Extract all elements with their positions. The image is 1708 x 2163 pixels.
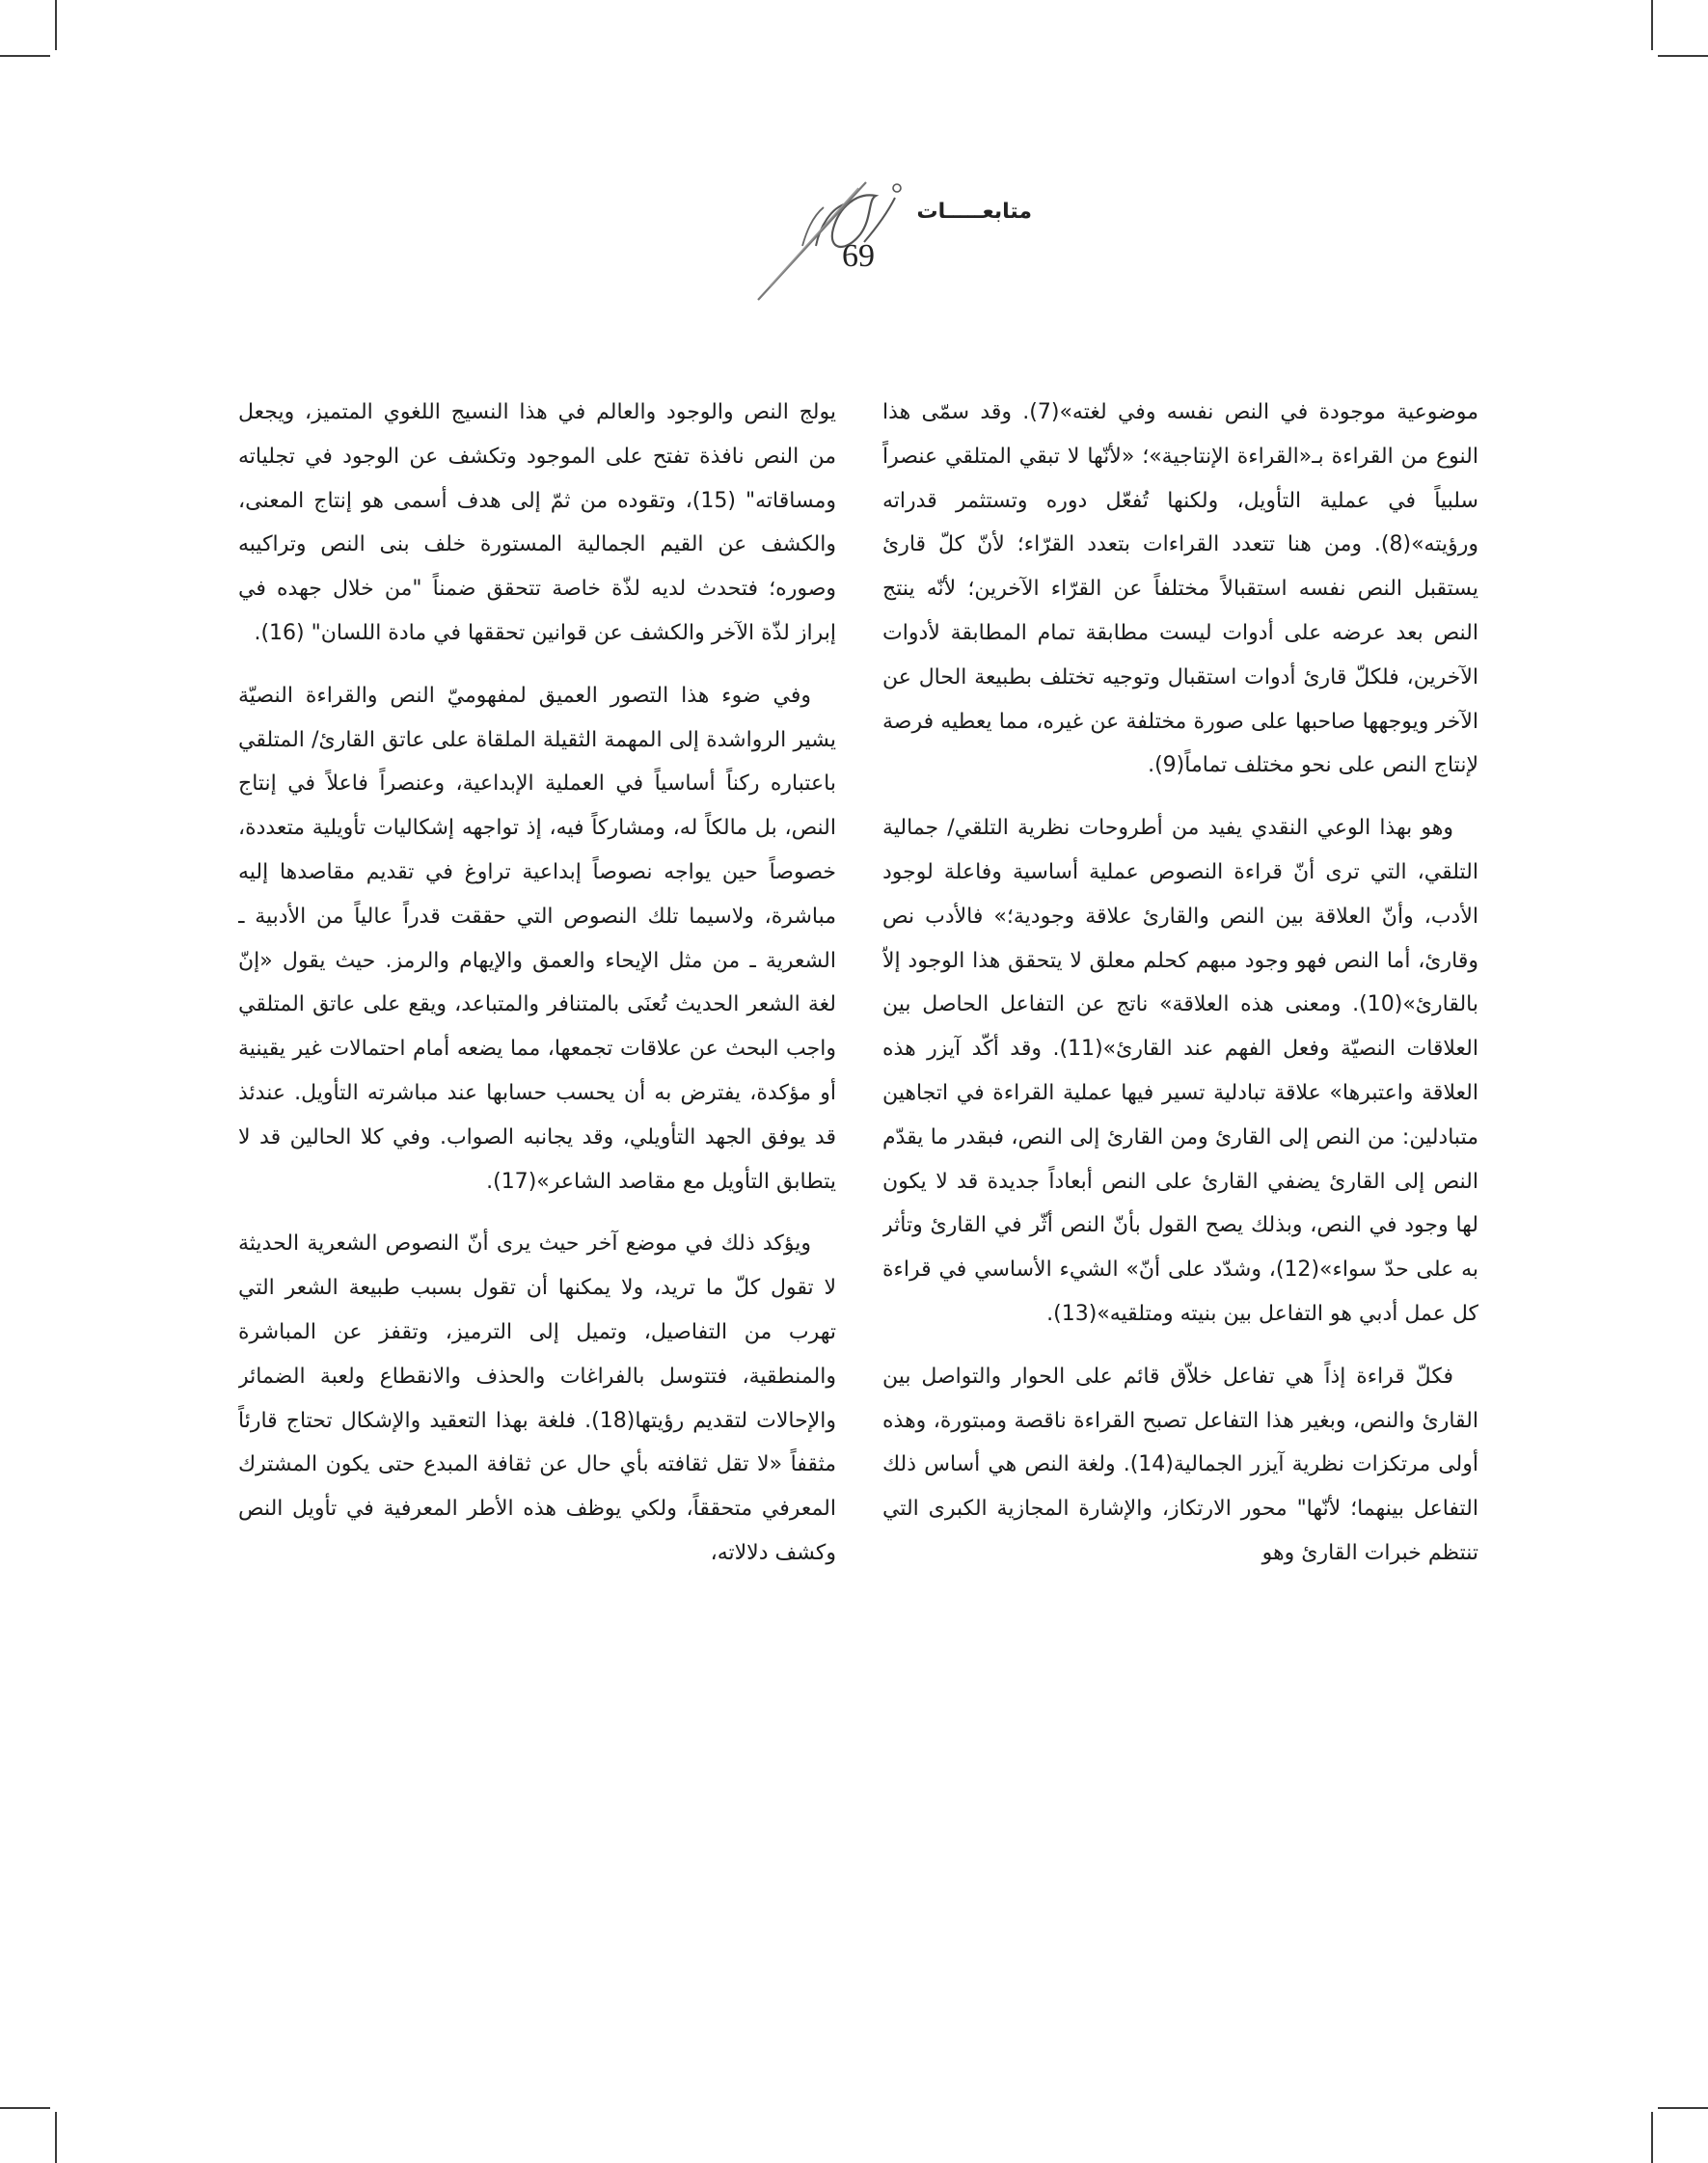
page-header xyxy=(675,178,1042,304)
crop-mark-top-left xyxy=(55,0,57,50)
paragraph: ويؤكد ذلك في موضع آخر حيث يرى أنّ النصوص الشعرية الحديثة لا تقول كلّ ما تريد، ولا يمكنها أن تقول بسبب طبيعة الشعر التي تهرب من التفاصيل، وتميل إلى الترميز، وتقفز عن المباشرة والمنطقية، فتتوسل بالفراغات والحذف والانقطاع ولعبة الضمائر والإحالات لتقديم رؤيتها(18). فلغة بهذا التعقيد والإشكال تحتاج قارئاً مثقفاً «لا تقل ثقافته بأي حال عن ثقافة المبدع حتى يكون المشترك المعرفي متحققاً، ولكي يوظف هذه الأطر المعرفية في تأويل النص وكشف دلالاته، xyxy=(238,1231,836,1565)
paragraph: وهو بهذا الوعي النقدي يفيد من أطروحات نظرية التلقي/ جمالية التلقي، التي ترى أنّ قراءة النصوص عملية أساسية وفاعلة لوجود الأدب، وأنّ العلاقة بين النص والقارئ علاقة وجودية؛» فالأدب نص وقارئ، أما النص فهو وجود مبهم كحلم معلق لا يتحقق هذا الوجود إلاّ بالقارئ»(10). ومعنى هذه العلاقة» ناتج عن التفاعل الحاصل بين العلاقات النصيّة وفعل الفهم عند القارئ»(11). وقد أكّد آيزر هذه العلاقة واعتبرها» علاقة تبادلية تسير فيها عملية القراءة في اتجاهين متبادلين: من النص إلى القارئ ومن القارئ إلى النص، فبقدر ما يقدّم النص إلى القارئ يضفي القارئ على النص أبعاداً جديدة قد لا يكون لها وجود في النص، وبذلك يصح القول بأنّ النص أثّر في القارئ وتأثر به على حدّ سواء»(12)، وشدّد على أنّ» الشيء الأساسي في قراءة كل عمل أدبي هو التفاعل بين بنيته ومتلقيه»(13). xyxy=(882,816,1478,1326)
crop-mark-bottom-left xyxy=(55,2112,57,2163)
section-label: متابعـــــات xyxy=(916,200,1032,224)
crop-mark-top-left-h xyxy=(0,55,50,57)
crop-mark-bottom-right xyxy=(1651,2112,1653,2163)
crop-mark-top-right xyxy=(1651,0,1653,50)
paragraph: فكلّ قراءة إذاً هي تفاعل خلاّق قائم على الحوار والتواصل بين القارئ والنص، وبغير هذا التفاعل تصبح القراءة ناقصة ومبتورة، وهذه أولى مرتكزات نظرية آيزر الجمالية(14). ولغة النص هي أساس ذلك التفاعل بينهما؛ لأنّها" محور الارتكاز، والإشارة المجازية الكبرى التي تنتظم خبرات القارئ وهو xyxy=(882,1364,1478,1565)
page-number: 69 xyxy=(842,238,875,274)
paragraph: موضوعية موجودة في النص نفسه وفي لغته»(7). وقد سمّى هذا النوع من القراءة بـ«القراءة الإنتاجية»؛ «لأنّها لا تبقي المتلقي عنصراً سلبياً في عملية التأويل، ولكنها تُفعّل دوره وتستثمر قدراته ورؤيته»(8). ومن هنا تتعدد القراءات بتعدد القرّاء؛ لأنّ كلّ قارئ يستقبل النص نفسه استقبالاً مختلفاً عن القرّاء الآخرين؛ لأنّه ينتج النص بعد عرضه على أدوات ليست مطابقة تمام المطابقة لأدوات الآخرين، فلكلّ قارئ أدوات استقبال وتوجيه تختلف بطبيعة الحال عن الآخر ويوجهها صاحبها على صورة مختلفة عن غيره، مما يعطيه فرصة لإنتاج النص على نحو مختلف تماماً(9). xyxy=(882,400,1478,778)
paragraph: يولج النص والوجود والعالم في هذا النسيج اللغوي المتميز، ويجعل من النص نافذة تفتح على الموجود وتكشف عن الوجود في تجلياته ومساقاته" (15)، وتقوده من ثمّ إلى هدف أسمى هو إنتاج المعنى، والكشف عن القيم الجمالية المستورة خلف بنى النص وتراكيبه وصوره؛ فتحدث لديه لذّة خاصة تتحقق ضمناً "من خلال جهده في إبراز لذّة الآخر والكشف عن قوانين تحققها في مادة اللسان" (16). xyxy=(238,400,836,645)
text-column-right xyxy=(882,391,1478,1876)
crop-mark-top-right-h xyxy=(1658,55,1708,57)
crop-mark-bottom-left-h xyxy=(0,2107,50,2109)
text-column-left xyxy=(238,391,836,1876)
paragraph: وفي ضوء هذا التصور العميق لمفهوميّ النص والقراءة النصيّة يشير الرواشدة إلى المهمة الثقيلة الملقاة على عاتق القارئ/ المتلقي باعتباره ركناً أساسياً في العملية الإبداعية، وعنصراً فاعلاً في إنتاج النص، بل مالكاً له، ومشاركاً فيه، إذ تواجهه إشكاليات تأويلية متعددة، خصوصاً حين يواجه نصوصاً إبداعية تراوغ في تقديم مقاصدها إليه مباشرة، ولاسيما تلك النصوص التي حققت قدراً عالياً من الأدبية ـ الشعرية ـ من مثل الإيحاء والعمق والإيهام والرمز. حيث يقول «إنّ لغة الشعر الحديث تُعنَى بالمتنافر والمتباعد، ويقع على عاتق المتلقي واجب البحث عن علاقات تجمعها، مما يضعه أمام احتمالات غير يقينية أو مؤكدة، يفترض به أن يحسب حسابها عند مباشرته التأويل. عندئذ قد يوفق الجهد التأويلي، وقد يجانبه الصواب. وفي كلا الحالين قد لا يتطابق التأويل مع مقاصد الشاعر»(17). xyxy=(238,683,836,1194)
crop-mark-bottom-right-h xyxy=(1658,2107,1708,2109)
